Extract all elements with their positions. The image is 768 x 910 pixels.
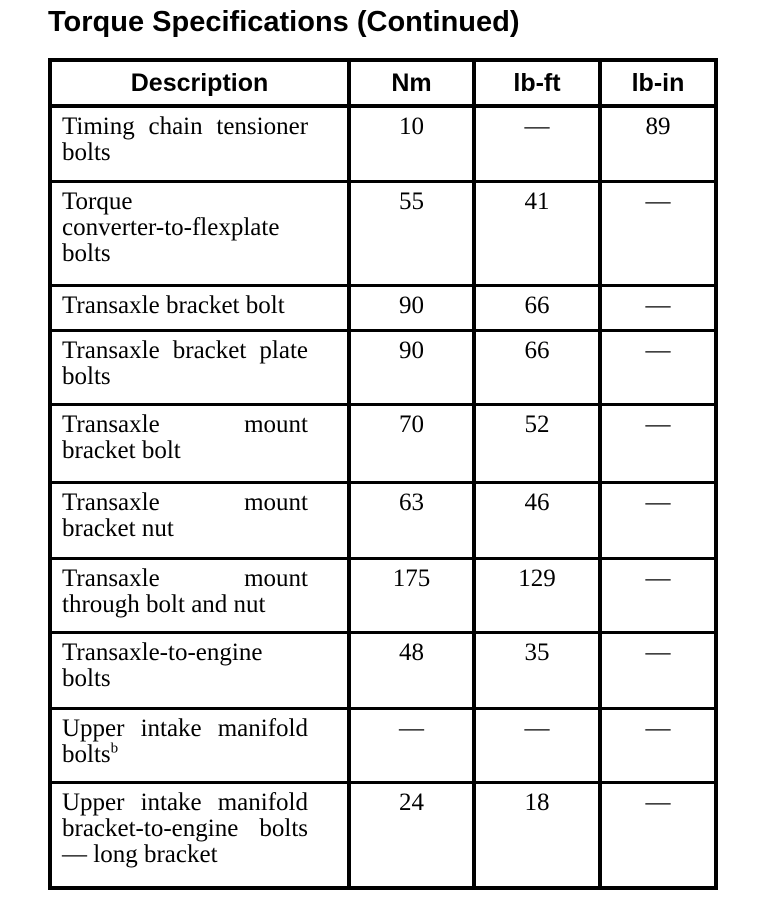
description-word: nut	[233, 590, 266, 618]
description-word: Transaxle	[62, 291, 160, 319]
description-word: bolts	[62, 239, 111, 267]
description-word: chain	[148, 113, 203, 140]
nm-cell: 48	[349, 632, 474, 708]
description-word: manifold	[217, 788, 308, 816]
description-word: Upper	[62, 714, 125, 742]
table-body	[50, 106, 716, 888]
lbin-cell: —	[600, 482, 716, 558]
lbft-cell: 46	[474, 482, 600, 558]
description-cell	[50, 181, 349, 285]
description-word: bolts	[62, 362, 111, 390]
lbft-cell: —	[474, 106, 600, 181]
lbin-cell: —	[600, 708, 716, 782]
table-row	[50, 285, 716, 330]
description-word: Transaxle	[62, 564, 160, 592]
lbin-cell: —	[600, 782, 716, 888]
description-cell	[50, 330, 349, 404]
lbin-cell: —	[600, 558, 716, 632]
description-word: bolts	[62, 740, 111, 768]
table-row	[50, 181, 716, 285]
lbft-cell: 18	[474, 782, 600, 888]
description-word: mount	[244, 564, 308, 592]
lbin-cell: —	[600, 330, 716, 404]
description-word: Timing	[62, 113, 135, 140]
nm-cell: 10	[349, 106, 474, 181]
nm-cell: 90	[349, 285, 474, 330]
lbft-cell: 41	[474, 181, 600, 285]
lbin-cell: —	[600, 632, 716, 708]
nm-cell: —	[349, 708, 474, 782]
description-word: Transaxle	[62, 410, 160, 438]
description-word: plate	[259, 336, 308, 364]
description-cell	[50, 285, 349, 330]
nm-cell: 175	[349, 558, 474, 632]
description-word: converter-to-flexplate	[62, 213, 280, 241]
description-word: manifold	[217, 714, 308, 742]
header-description: Description	[50, 60, 349, 106]
description-cell	[50, 782, 349, 888]
table-row	[50, 558, 716, 632]
lbin-cell: —	[600, 181, 716, 285]
torque-spec-table	[48, 58, 718, 890]
description-word: mount	[244, 488, 308, 516]
description-word: Torque	[62, 187, 133, 215]
description-word: bracket-to-engine	[62, 814, 239, 842]
lbft-cell: 129	[474, 558, 600, 632]
description-word: nut	[141, 514, 174, 542]
description-word: bolt	[141, 436, 181, 464]
description-word: intake	[140, 714, 202, 742]
description-word: Transaxle-to-engine	[62, 638, 263, 666]
nm-cell: 63	[349, 482, 474, 558]
description-word: Upper	[62, 788, 125, 816]
description-word: bolt	[245, 291, 285, 319]
table-row	[50, 632, 716, 708]
table-row	[50, 404, 716, 482]
lbin-cell: 89	[600, 106, 716, 181]
description-word: and	[191, 590, 228, 618]
description-word: bracket	[172, 336, 247, 364]
page-title: Torque Specifications (Continued)	[48, 6, 520, 38]
lbin-cell: —	[600, 404, 716, 482]
header-nm: Nm	[349, 60, 474, 106]
footnote-marker: b	[110, 740, 119, 757]
description-word: bracket	[62, 436, 136, 464]
description-cell	[50, 708, 349, 782]
table-row	[50, 782, 716, 888]
description-cell	[50, 482, 349, 558]
lbft-cell: —	[474, 708, 600, 782]
description-word: intake	[140, 788, 202, 816]
table-row	[50, 708, 716, 782]
description-word: Transaxle	[62, 488, 160, 516]
nm-cell: 55	[349, 181, 474, 285]
lbft-cell: 35	[474, 632, 600, 708]
description-word: bracket	[143, 840, 218, 868]
description-word: through	[62, 590, 140, 618]
description-cell	[50, 632, 349, 708]
lbft-cell: 66	[474, 330, 600, 404]
nm-cell: 24	[349, 782, 474, 888]
description-cell	[50, 558, 349, 632]
description-word: bolts	[62, 664, 111, 692]
description-word: —	[62, 840, 87, 868]
header-lbft: lb-ft	[474, 60, 600, 106]
table-row	[50, 482, 716, 558]
description-word: long	[93, 840, 138, 868]
description-word: tensioner	[216, 113, 309, 140]
lbft-cell: 66	[474, 285, 600, 330]
description-word: bracket	[165, 291, 240, 319]
lbft-cell: 52	[474, 404, 600, 482]
description-word: bolts	[62, 139, 111, 166]
description-word: bracket	[62, 514, 136, 542]
nm-cell: 90	[349, 330, 474, 404]
header-row	[50, 60, 716, 106]
description-word: Transaxle	[62, 336, 160, 364]
table-header	[50, 60, 716, 106]
header-lbin: lb-in	[600, 60, 716, 106]
table-row	[50, 106, 716, 181]
description-word: mount	[244, 410, 308, 438]
nm-cell: 70	[349, 404, 474, 482]
description-cell	[50, 404, 349, 482]
description-word: bolts	[259, 814, 308, 842]
table-row	[50, 330, 716, 404]
description-cell	[50, 106, 349, 181]
lbin-cell: —	[600, 285, 716, 330]
description-word: bolt	[146, 590, 185, 618]
